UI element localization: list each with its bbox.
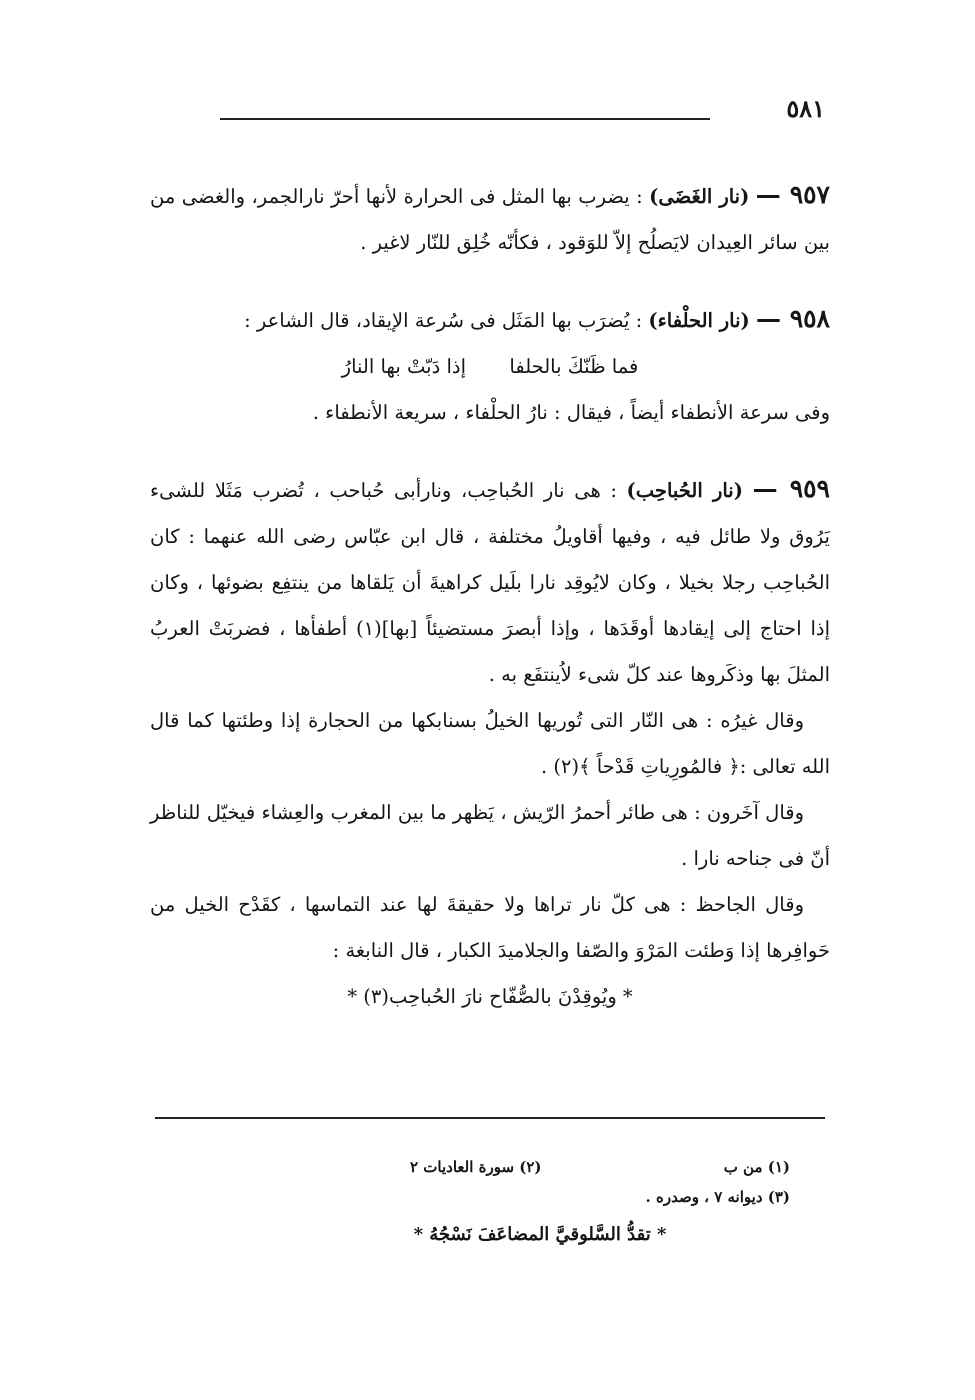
entry-959 <box>150 466 830 698</box>
paragraph <box>150 790 830 882</box>
footnote-rule <box>155 1117 825 1119</box>
entry-line: عنهما : كان الحُباحِب رجلا بخيلا ، وكان لايُوقِد نارا بلَيل كراهيةَ أن يَلقاها من <box>150 525 831 594</box>
entry-958 <box>150 296 830 344</box>
entry-line: وقال غيرُه : هى النّار التى تُوريها الخيلُ بسنابكها من الحجارة إذا وطئتها <box>221 709 804 732</box>
paragraph <box>150 882 830 974</box>
entry-957 <box>150 172 830 266</box>
paragraph <box>150 698 830 790</box>
entry-line: : يضرب بها المثل فى الحرارة لأنها أحرّ نارالجمر، <box>251 185 643 208</box>
entry-line: : يُضرَب بها المَثَل فى سُرعة الإيقاد، قال الشاعر : <box>244 309 643 332</box>
footnote-1: (١) من ب <box>723 1158 790 1176</box>
entry-number: ٩٥٩ — <box>752 474 830 503</box>
entry-line: من حَوافِرها إذا وَطئت المَرْوَ والصّفا والجلاميدَ الكبار ، قال النابغة : <box>150 893 830 962</box>
footnote-2: (٢) سورة العاديات ٢ <box>410 1158 542 1176</box>
entry-line: وقال آخَرون : هى طائر أحمرُ الرّيش ، يَظهر ما بين المغرب والعِشاء فيخيّل <box>206 801 804 824</box>
entry-line: [بها](١) أطفأها ، فضربَتْ العربُ المثلَ بها وذكَروها عند كلّ شىء لاُينتفَع به . <box>150 617 830 686</box>
verse-line: * ويُوقِدْنَ بالصُّفّاح نارَ الحُباحِب(٣) * <box>347 985 633 1008</box>
header-rule <box>220 118 710 120</box>
entry-title: (نار الحلْفاء) <box>648 309 750 332</box>
page-number: ٥٨١ <box>786 94 825 123</box>
entry-line: مَثَلا للشىء يَرُوق ولا طائل فيه ، وفيها أقاويلُ مختلفة ، قال ابن عبّاس رضى الله <box>150 479 830 548</box>
verse-line: فما ظَنّكَ بالحلفا إذا دَبّتْ بها النارُ <box>341 355 639 378</box>
entry-title: (نار الحُباحِب) <box>626 479 743 502</box>
footnote-3: (٣) ديوانه ٧ ، وصدره . <box>645 1188 790 1206</box>
entry-line: والغضى من بين سائر العِيدان لايَصلُح إلاّ للوَقود ، فكأنّه خُلِق للنّار لاغير . <box>150 185 830 254</box>
entry-line: ينتفِع بضوئها ، وكان إذا احتاج إلى إيقادها أوقَدَها ، وإذا أبصرَ مستضيئاً <box>150 571 830 640</box>
footnote-verse: * تقدُّ السَّلوقيَّ المضاعَفَ نَسْجُهُ * <box>413 1224 667 1245</box>
entry-number: ٩٥٨ — <box>755 304 830 333</box>
page-header <box>160 90 825 130</box>
entry-number: ٩٥٧ — <box>755 180 830 209</box>
entry-line: وفى سرعة الأنطفاء أيضاً ، فيقال : نارُ الحلْفاء ، سريعة الأنطفاء . <box>312 401 830 424</box>
entry-line: للناظر أنّ فى جناحه نارا . <box>150 801 830 870</box>
entry-line: وقال الجاحظ : هى كلّ نار تراها ولا حقيقةَ لها عند التماسها ، كقَدْح الخيل <box>184 893 804 916</box>
entry-line: : هى نار الحُباحِب، ونارأبى حُباحب ، تُضرب <box>252 479 617 502</box>
main-text <box>150 172 830 1020</box>
entry-title: (نار الغَضَى) <box>649 185 750 208</box>
footnotes <box>290 1152 790 1250</box>
entry-line: كما قال الله تعالى :﴿ فالمُورِياتِ قَدْحاً ﴾(٢) . <box>150 709 830 778</box>
